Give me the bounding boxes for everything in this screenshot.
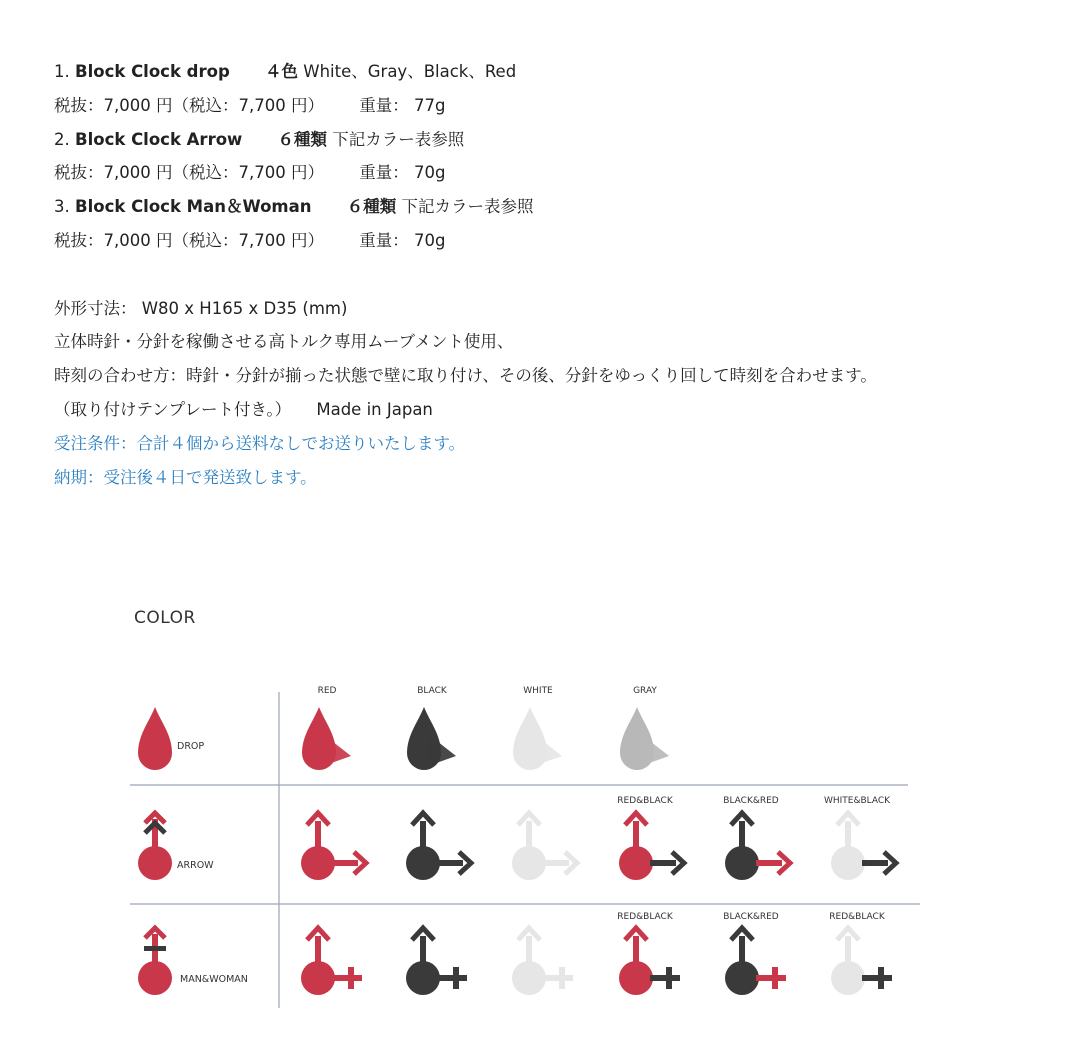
clock-body — [406, 961, 440, 995]
swatch-2-4 — [725, 928, 786, 995]
minute-hand — [862, 860, 888, 866]
row-icon-man-woman — [138, 928, 172, 995]
plus-mark — [348, 967, 354, 989]
clock-body — [725, 961, 759, 995]
minute-hand — [543, 860, 569, 866]
swatch-1-4 — [725, 813, 790, 880]
product-name: Block Clock Man＆Woman — [75, 197, 312, 217]
clock-body — [138, 846, 172, 880]
product-colors: 下記カラー表参照 — [401, 197, 534, 217]
color-label: RED&BLACK — [617, 912, 673, 922]
weight: 重量： 70g — [359, 163, 446, 183]
template-note: （取り付けテンプレート付き。） — [54, 399, 292, 419]
minute-hand — [862, 975, 892, 981]
product-name: Block Clock Arrow — [75, 129, 243, 149]
drop-hand — [138, 707, 172, 770]
swatch-1-1 — [406, 813, 471, 880]
minute-hand — [437, 975, 467, 981]
color-label: WHITE — [523, 686, 553, 696]
product-name: Block Clock drop — [75, 62, 230, 81]
product-count: ６種類 — [346, 197, 397, 217]
swatch-1-5 — [831, 813, 896, 880]
color-label: GRAY — [633, 686, 657, 696]
color-label: BLACK — [417, 686, 447, 696]
row-label: MAN&WOMAN — [180, 974, 248, 985]
spec-dimensions: 外形寸法： W80 x H165 x D35 (mm) — [54, 298, 348, 318]
swatch-2-2 — [512, 928, 573, 995]
minute-bar — [144, 946, 166, 951]
price: 税抜：7,000 円（税込：7,700 円） — [54, 95, 324, 115]
price: 税抜：7,000 円（税込：7,700 円） — [54, 230, 324, 250]
swatch-1-3 — [619, 813, 684, 880]
swatch-2-3 — [619, 928, 680, 995]
product-count: ４色 — [265, 62, 299, 81]
color-label: WHITE&BLACK — [823, 796, 891, 806]
swatch-2-5 — [831, 928, 892, 995]
swatch-0-3 — [620, 707, 669, 770]
clock-body — [138, 961, 172, 995]
clock-body — [301, 961, 335, 995]
row-icon-arrow — [138, 813, 172, 880]
clock-body — [512, 846, 546, 880]
row-icon-drop — [138, 707, 172, 770]
drop-side-hand — [534, 734, 562, 766]
product-colors: 下記カラー表参照 — [332, 129, 465, 149]
color-label: BLACK&RED — [723, 912, 779, 922]
product-colors: White、Gray、Black、Red — [303, 62, 517, 81]
swatch-2-0 — [301, 928, 362, 995]
clock-body — [301, 846, 335, 880]
spec-movement: 立体時針・分針を稼働させる高トルク専用ムーブメント使用、 — [54, 332, 514, 352]
color-label: RED — [317, 686, 337, 696]
plus-mark — [666, 967, 672, 989]
minute-hand — [756, 860, 782, 866]
plus-mark — [878, 967, 884, 989]
row-label: DROP — [177, 741, 205, 752]
plus-mark — [772, 967, 778, 989]
swatch-1-0 — [301, 813, 366, 880]
minute-hand — [650, 975, 680, 981]
product-number: 2. — [54, 129, 70, 149]
drop-side-hand — [641, 734, 669, 766]
delivery-note: 納期：受注後４日で発送致します。 — [54, 467, 317, 487]
plus-mark — [453, 967, 459, 989]
row-label: ARROW — [177, 860, 214, 871]
color-label: RED&BLACK — [829, 912, 885, 922]
clock-body — [619, 846, 653, 880]
clock-body — [512, 961, 546, 995]
product-number: 1. — [54, 62, 70, 81]
minute-hand — [543, 975, 573, 981]
product-number: 3. — [54, 197, 70, 217]
color-chart-title: COLOR — [134, 608, 196, 628]
swatch-0-0 — [302, 707, 351, 770]
color-label: RED&BLACK — [617, 796, 673, 806]
drop-side-hand — [323, 734, 351, 766]
drop-side-hand — [428, 734, 456, 766]
swatch-0-1 — [407, 707, 456, 770]
clock-body — [831, 961, 865, 995]
clock-body — [406, 846, 440, 880]
minute-hand — [332, 860, 358, 866]
minute-hand — [437, 860, 463, 866]
clock-body — [831, 846, 865, 880]
product-count: ６種類 — [277, 129, 328, 149]
price: 税抜：7,000 円（税込：7,700 円） — [54, 163, 324, 183]
order-condition: 受注条件：合計４個から送料なしでお送りいたします。 — [54, 433, 466, 453]
minute-hand — [332, 975, 362, 981]
clock-body — [725, 846, 759, 880]
minute-hand — [650, 860, 676, 866]
plus-mark — [559, 967, 565, 989]
origin-note: Made in Japan — [316, 399, 433, 419]
swatch-2-1 — [406, 928, 467, 995]
weight: 重量： 77g — [359, 95, 446, 115]
swatch-0-2 — [513, 707, 562, 770]
swatch-1-2 — [512, 813, 577, 880]
minute-hand — [756, 975, 786, 981]
clock-body — [619, 961, 653, 995]
spec-adjust: 時刻の合わせ方：時針・分針が揃った状態で壁に取り付け、その後、分針をゆっくり回して時刻を合わせます。 — [54, 366, 877, 386]
weight: 重量： 70g — [359, 230, 446, 250]
color-label: BLACK&RED — [723, 796, 779, 806]
